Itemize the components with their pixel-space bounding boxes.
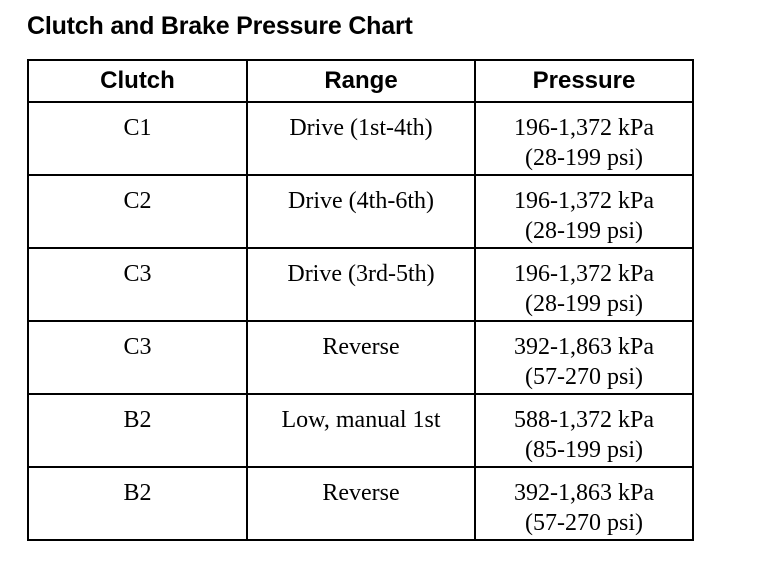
pressure-psi: (57-270 psi) (525, 364, 643, 390)
table-row (28, 321, 693, 394)
cell-range: Low, manual 1st (247, 394, 475, 467)
cell-range: Reverse (247, 467, 475, 540)
pressure-kpa: 392-1,863 kPa (514, 334, 654, 360)
cell-clutch: B2 (28, 394, 247, 467)
cell-clutch: C2 (28, 175, 247, 248)
pressure-psi: (28-199 psi) (525, 291, 643, 317)
table-header-row (28, 60, 693, 102)
cell-range: Drive (3rd-5th) (247, 248, 475, 321)
pressure-psi: (28-199 psi) (525, 145, 643, 171)
table-row (28, 394, 693, 467)
page-title: Clutch and Brake Pressure Chart (27, 12, 413, 40)
cell-clutch: C1 (28, 102, 247, 175)
cell-range: Reverse (247, 321, 475, 394)
pressure-kpa: 392-1,863 kPa (514, 480, 654, 506)
cell-pressure (475, 248, 693, 321)
pressure-psi: (85-199 psi) (525, 437, 643, 463)
table-row (28, 102, 693, 175)
cell-clutch: C3 (28, 248, 247, 321)
cell-pressure (475, 175, 693, 248)
pressure-kpa: 196-1,372 kPa (514, 261, 654, 287)
column-header-pressure: Pressure (475, 60, 693, 102)
table-row (28, 175, 693, 248)
pressure-kpa: 196-1,372 kPa (514, 115, 654, 141)
table-row (28, 248, 693, 321)
pressure-kpa: 588-1,372 kPa (514, 407, 654, 433)
cell-pressure (475, 102, 693, 175)
cell-range: Drive (4th-6th) (247, 175, 475, 248)
cell-pressure (475, 467, 693, 540)
cell-pressure (475, 394, 693, 467)
pressure-kpa: 196-1,372 kPa (514, 188, 654, 214)
cell-pressure (475, 321, 693, 394)
cell-clutch: B2 (28, 467, 247, 540)
pressure-psi: (28-199 psi) (525, 218, 643, 244)
column-header-range: Range (247, 60, 475, 102)
cell-range: Drive (1st-4th) (247, 102, 475, 175)
table-row (28, 467, 693, 540)
column-header-clutch: Clutch (28, 60, 247, 102)
pressure-psi: (57-270 psi) (525, 510, 643, 536)
pressure-table (27, 59, 694, 541)
cell-clutch: C3 (28, 321, 247, 394)
